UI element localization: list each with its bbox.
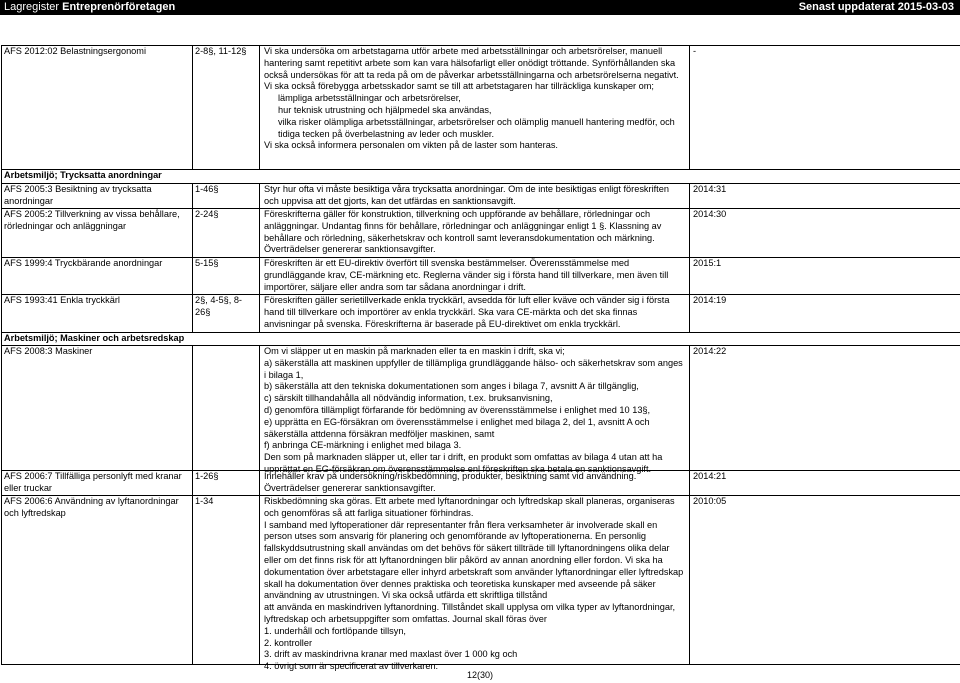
section-title: Arbetsmiljö; Trycksatta anordningar (4, 170, 162, 180)
company-name: Entreprenörföretagen (62, 1, 176, 13)
summary-line: dokumentation över arbetstagare eller inhyrd arbetskraft som använder lyftanordningar eller lyftredskap (264, 566, 684, 577)
summary-line: a) säkerställa att maskinen uppfyller de tillämpliga grundläggande hälso- och säkerhetskrav som anges (264, 357, 683, 368)
regulation-name: AFS 2005:3 Besiktning av trycksatta anordningar (4, 184, 152, 206)
summary-line: säkerställa attdenna försäkran medföljer maskinen, samt (264, 428, 495, 439)
regulation-sections: 1-26§ (195, 471, 219, 481)
summary-line: och uppvisa att det gjorts, kan det utfärdas en sanktionsavgift. (264, 195, 516, 206)
summary-line: hur teknisk utrustning och hjälpmedel ska användas, (278, 104, 492, 115)
summary-line: vilka risker olämpliga arbetsställningar, arbetsrörelser och olämplig manuell hantering medför, och (278, 116, 675, 127)
regulation-summary (264, 496, 688, 673)
table-row (2, 496, 960, 672)
summary-line: I samband med lyftoperationer där representanter från flera verksamheter är involverade skall en (264, 519, 658, 530)
summary-line: hand till tillverkare och importörer av enkla tryckkärl. Ska vara CE-märkta och det ska finnas (264, 306, 638, 317)
regulation-version: - (693, 46, 697, 56)
table-row (2, 346, 960, 474)
summary-line: tidiga tecken på överbelastning av leder och muskler. (278, 128, 495, 139)
summary-line: 1. underhåll och fortlöpande tillsyn, (264, 625, 406, 636)
summary-line: Om vi släpper ut en maskin på marknaden eller ta en maskin i drift, ska vi; (264, 346, 565, 356)
summary-line: Den som på marknaden släpper ut, eller tar i drift, en produkt som omfattas av bilaga 4 utan att ha (264, 452, 663, 463)
summary-line: grundläggande krav, CE-märkning etc. Reglerna vänder sig i första hand till tillverkare, men även till (264, 269, 669, 280)
summary-line: 3. drift av maskindrivna kranar med maxlast över 1 000 kg och (264, 649, 518, 660)
table-row (2, 209, 960, 258)
regulation-summary (264, 346, 688, 476)
summary-line: Föreskrifterna gäller för konstruktion, tillverkning och uppförande av behållare, rörledningar och (264, 209, 651, 219)
summary-line: lämpliga arbetsställningar och arbetsrörelser, (278, 93, 461, 104)
summary-line: Innehåller krav på undersökning/riskbedömning, produkter, besiktning samt vid användning. (264, 471, 637, 481)
table-row (2, 471, 960, 496)
regulation-version: 2010:05 (693, 496, 727, 506)
summary-line: Föreskriften är ett EU-direktiv överfört till svenska bestämmelser. Överensstämmelse med (264, 258, 630, 268)
regulation-summary (264, 471, 688, 495)
regulation-version: 2014:19 (693, 295, 727, 305)
regulation-version: 2015:1 (693, 258, 722, 268)
summary-line: i bilaga 1, (264, 369, 304, 380)
regulation-name: AFS 2008:3 Maskiner (4, 346, 93, 356)
summary-line: Vi ska undersöka om arbetstagarna utför arbete med arbetsställningar och arbetsrörelser, manuell (264, 46, 663, 56)
summary-line: eller om det finns risk för att lyftanordningen blir påkörd av annan anordning eller fordon. Vi ska ha (264, 554, 663, 565)
summary-line: 4. övrigt som är specificerat av tillverkaren. (264, 661, 439, 672)
summary-line: skall ha dokumentation över dennes praktiska och teoretiska kunskaper med avseende på säker (264, 578, 656, 589)
regulation-summary (264, 46, 688, 152)
summary-line: behållare och rörledning, säkerhetskrav och kontroll samt leveransdokumentation och märkning. (264, 232, 655, 243)
section-header-row (2, 333, 960, 346)
regulation-name: AFS 2006:6 Användning av lyftanordningar och lyftredskap (4, 496, 179, 518)
regulation-summary (264, 184, 688, 208)
table-row (2, 295, 960, 333)
page-number: 12(30) (466, 670, 493, 680)
table-row (2, 184, 960, 209)
regulation-sections: 2-24§ (195, 209, 219, 219)
regulation-version: 2014:22 (693, 346, 727, 356)
summary-line: att använda en maskindriven lyftanordning. Tillståndet skall upplysa om vilka typer av lyftanordningar, (264, 602, 676, 613)
section-header-row (2, 170, 960, 184)
regulation-name: AFS 2012:02 Belastningsergonomi (4, 46, 146, 56)
summary-line: 2. kontroller (264, 637, 313, 648)
summary-line: Föreskriften gäller serietillverkade enkla tryckkärl, avsedda för luft eller kväve och vänder sig i första (264, 295, 670, 305)
table-row (2, 46, 960, 170)
summary-line: upprättat en EG-försäkran om överensstämmelse enl föreskriften ska betala en sanktionsavgift. (264, 463, 652, 474)
summary-line: anvisningar på svenska. Föreskrifterna är baserade på EU-direktivet om enkla tryckkärl. (264, 318, 621, 329)
page-header (0, 0, 960, 15)
summary-line: c) särskilt tillhandahålla all nödvändig information, t.ex. bruksanvisning, (264, 393, 553, 404)
summary-line: importörer, säljare eller andra som tar sådana anordningar i drift. (264, 281, 526, 292)
regulation-version: 2014:30 (693, 209, 727, 219)
regulation-name: AFS 1999:4 Tryckbärande anordningar (4, 258, 163, 268)
regulation-sections: 1-34 (195, 496, 214, 506)
regulation-sections: 2-8§, 11-12§ (195, 46, 247, 56)
summary-line: Vi ska också förebygga arbetsskador samt se till att arbetstagaren har tillräckliga kunskaper om; (264, 81, 654, 92)
summary-line: anläggningar. Undantag finns för behållare, rörledningar och anläggningar enligt 1 §. Klassning av (264, 220, 662, 231)
summary-line: lyftredskap och arbetsuppgifter som omfattas. Journal skall föras över (264, 613, 547, 624)
table-row (2, 258, 960, 295)
regulation-version: 2014:31 (693, 184, 727, 194)
regulation-version: 2014:21 (693, 471, 727, 481)
summary-line: Styr hur ofta vi måste besiktiga våra trycksatta anordningar. Om de inte besiktigas enligt föreskriften (264, 184, 669, 194)
register-title: Lagregister (4, 1, 60, 13)
summary-line: också undersökas för att ta reda på om de påverkar arbetsställningarna och arbetsrörelserna negativt. (264, 69, 679, 80)
summary-line: hantering samt repetitivt arbete som kan vara hälsofarligt eller onödigt tröttande. Synförhållanden ska (264, 57, 676, 68)
regulation-sections: 2§, 4-5§, 8-26§ (195, 295, 242, 317)
regulation-summary (264, 258, 688, 293)
summary-line: fallskyddsutrustning skall användas om det behövs för säkert tillträde till lyftanordningens olika delar (264, 543, 670, 554)
summary-line: Riskbedömning ska göras. Ett arbete med lyftanordningar och lyftredskap skall planeras, organiseras (264, 496, 675, 506)
summary-line: och genomföras så att farliga situationer förhindras. (264, 507, 474, 518)
regulation-sections: 5-15§ (195, 258, 219, 268)
regulation-sections: 1-46§ (195, 184, 219, 194)
regulation-name: AFS 2006:7 Tillfälliga personlyft med kranar eller truckar (4, 471, 182, 493)
summary-line: Överträdelser genererar sanktionsavgifter. (264, 482, 436, 493)
summary-line: Överträdelser genererar sanktionsavgifter. (264, 244, 436, 255)
header-left (4, 0, 175, 14)
summary-line: person utses som ansvarig för planering och genomförande av lyftoperationerna. En personlig (264, 531, 647, 542)
summary-line: b) säkerställa att den tekniska dokumentationen som anges i bilaga 7, avsnitt A är tillgänglig, (264, 381, 639, 392)
regulation-summary (264, 295, 688, 330)
summary-line: Vi ska också informera personalen om vikten på de laster som hanteras. (264, 140, 558, 151)
law-register-table (1, 45, 960, 672)
regulation-name: AFS 1993:41 Enkla tryckkärl (4, 295, 120, 305)
summary-line: d) genomföra tillämpligt förfarande för bedömning av överensstämmelse i enlighet med 10 13§, (264, 404, 651, 415)
section-title: Arbetsmiljö; Maskiner och arbetsredskap (4, 333, 185, 343)
last-updated: Senast uppdaterat 2015-03-03 (798, 1, 954, 13)
summary-line: användning av utrustningen. Vi ska också utfärda ett skriftliga tillstånd (264, 590, 548, 601)
regulation-name: AFS 2005:2 Tillverkning av vissa behållare, rörledningar och anläggningar (4, 209, 180, 231)
regulation-summary (264, 209, 688, 256)
summary-line: f) anbringa CE-märkning i enlighet med bilaga 3. (264, 440, 462, 451)
summary-line: e) upprätta en EG-försäkran om överensstämmelse i enlighet med bilaga 2, del 1, avsnitt A och (264, 416, 650, 427)
